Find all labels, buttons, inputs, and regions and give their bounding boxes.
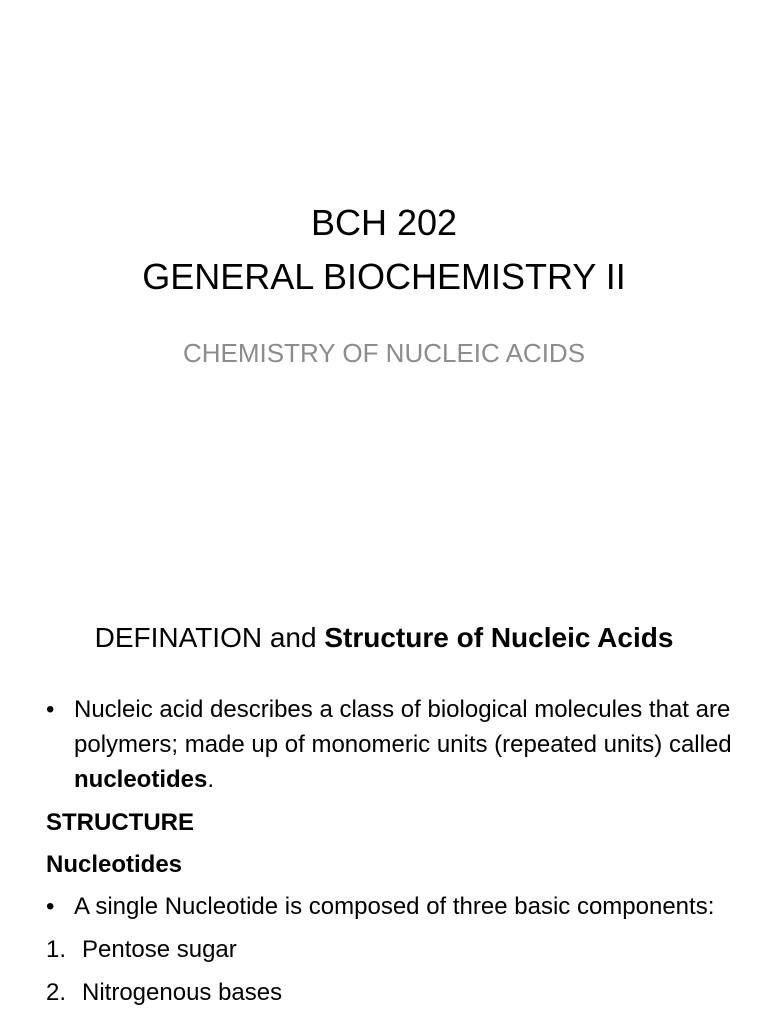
list-number: 1.	[46, 936, 67, 963]
slide-heading	[0, 620, 768, 656]
definition-text: Nucleic acid describes a class of biological molecules that are polymers; made up of monomeric units (repeated units) called	[74, 696, 732, 758]
components-bullet	[46, 889, 736, 924]
bullet-icon: •	[46, 893, 55, 920]
course-code: BCH 202	[310, 202, 458, 243]
list-text: Pentose sugar	[82, 936, 237, 963]
definition-period: .	[207, 766, 215, 793]
list-item	[46, 975, 736, 1010]
course-title: GENERAL BIOCHEMISTRY II	[142, 256, 626, 297]
nucleotides-heading: Nucleotides	[46, 851, 183, 878]
heading-bold-text: Structure of Nucleic Acids	[324, 622, 674, 653]
content-slide	[0, 576, 768, 1024]
list-number: 2.	[46, 979, 67, 1006]
components-text: A single Nucleotide is composed of three basic components:	[74, 893, 715, 920]
nucleotides-term: nucleotides	[74, 766, 208, 793]
list-item	[46, 932, 736, 967]
heading-plain-text: DEFINATION and	[94, 622, 325, 653]
structure-heading: STRUCTURE	[46, 809, 194, 836]
bullet-icon: •	[46, 696, 55, 723]
definition-bullet	[46, 692, 736, 797]
slide-body	[46, 692, 736, 1018]
slide-title	[0, 196, 768, 304]
list-text: Nitrogenous bases	[82, 979, 283, 1006]
slide-subtitle: CHEMISTRY OF NUCLEIC ACIDS	[182, 338, 586, 368]
